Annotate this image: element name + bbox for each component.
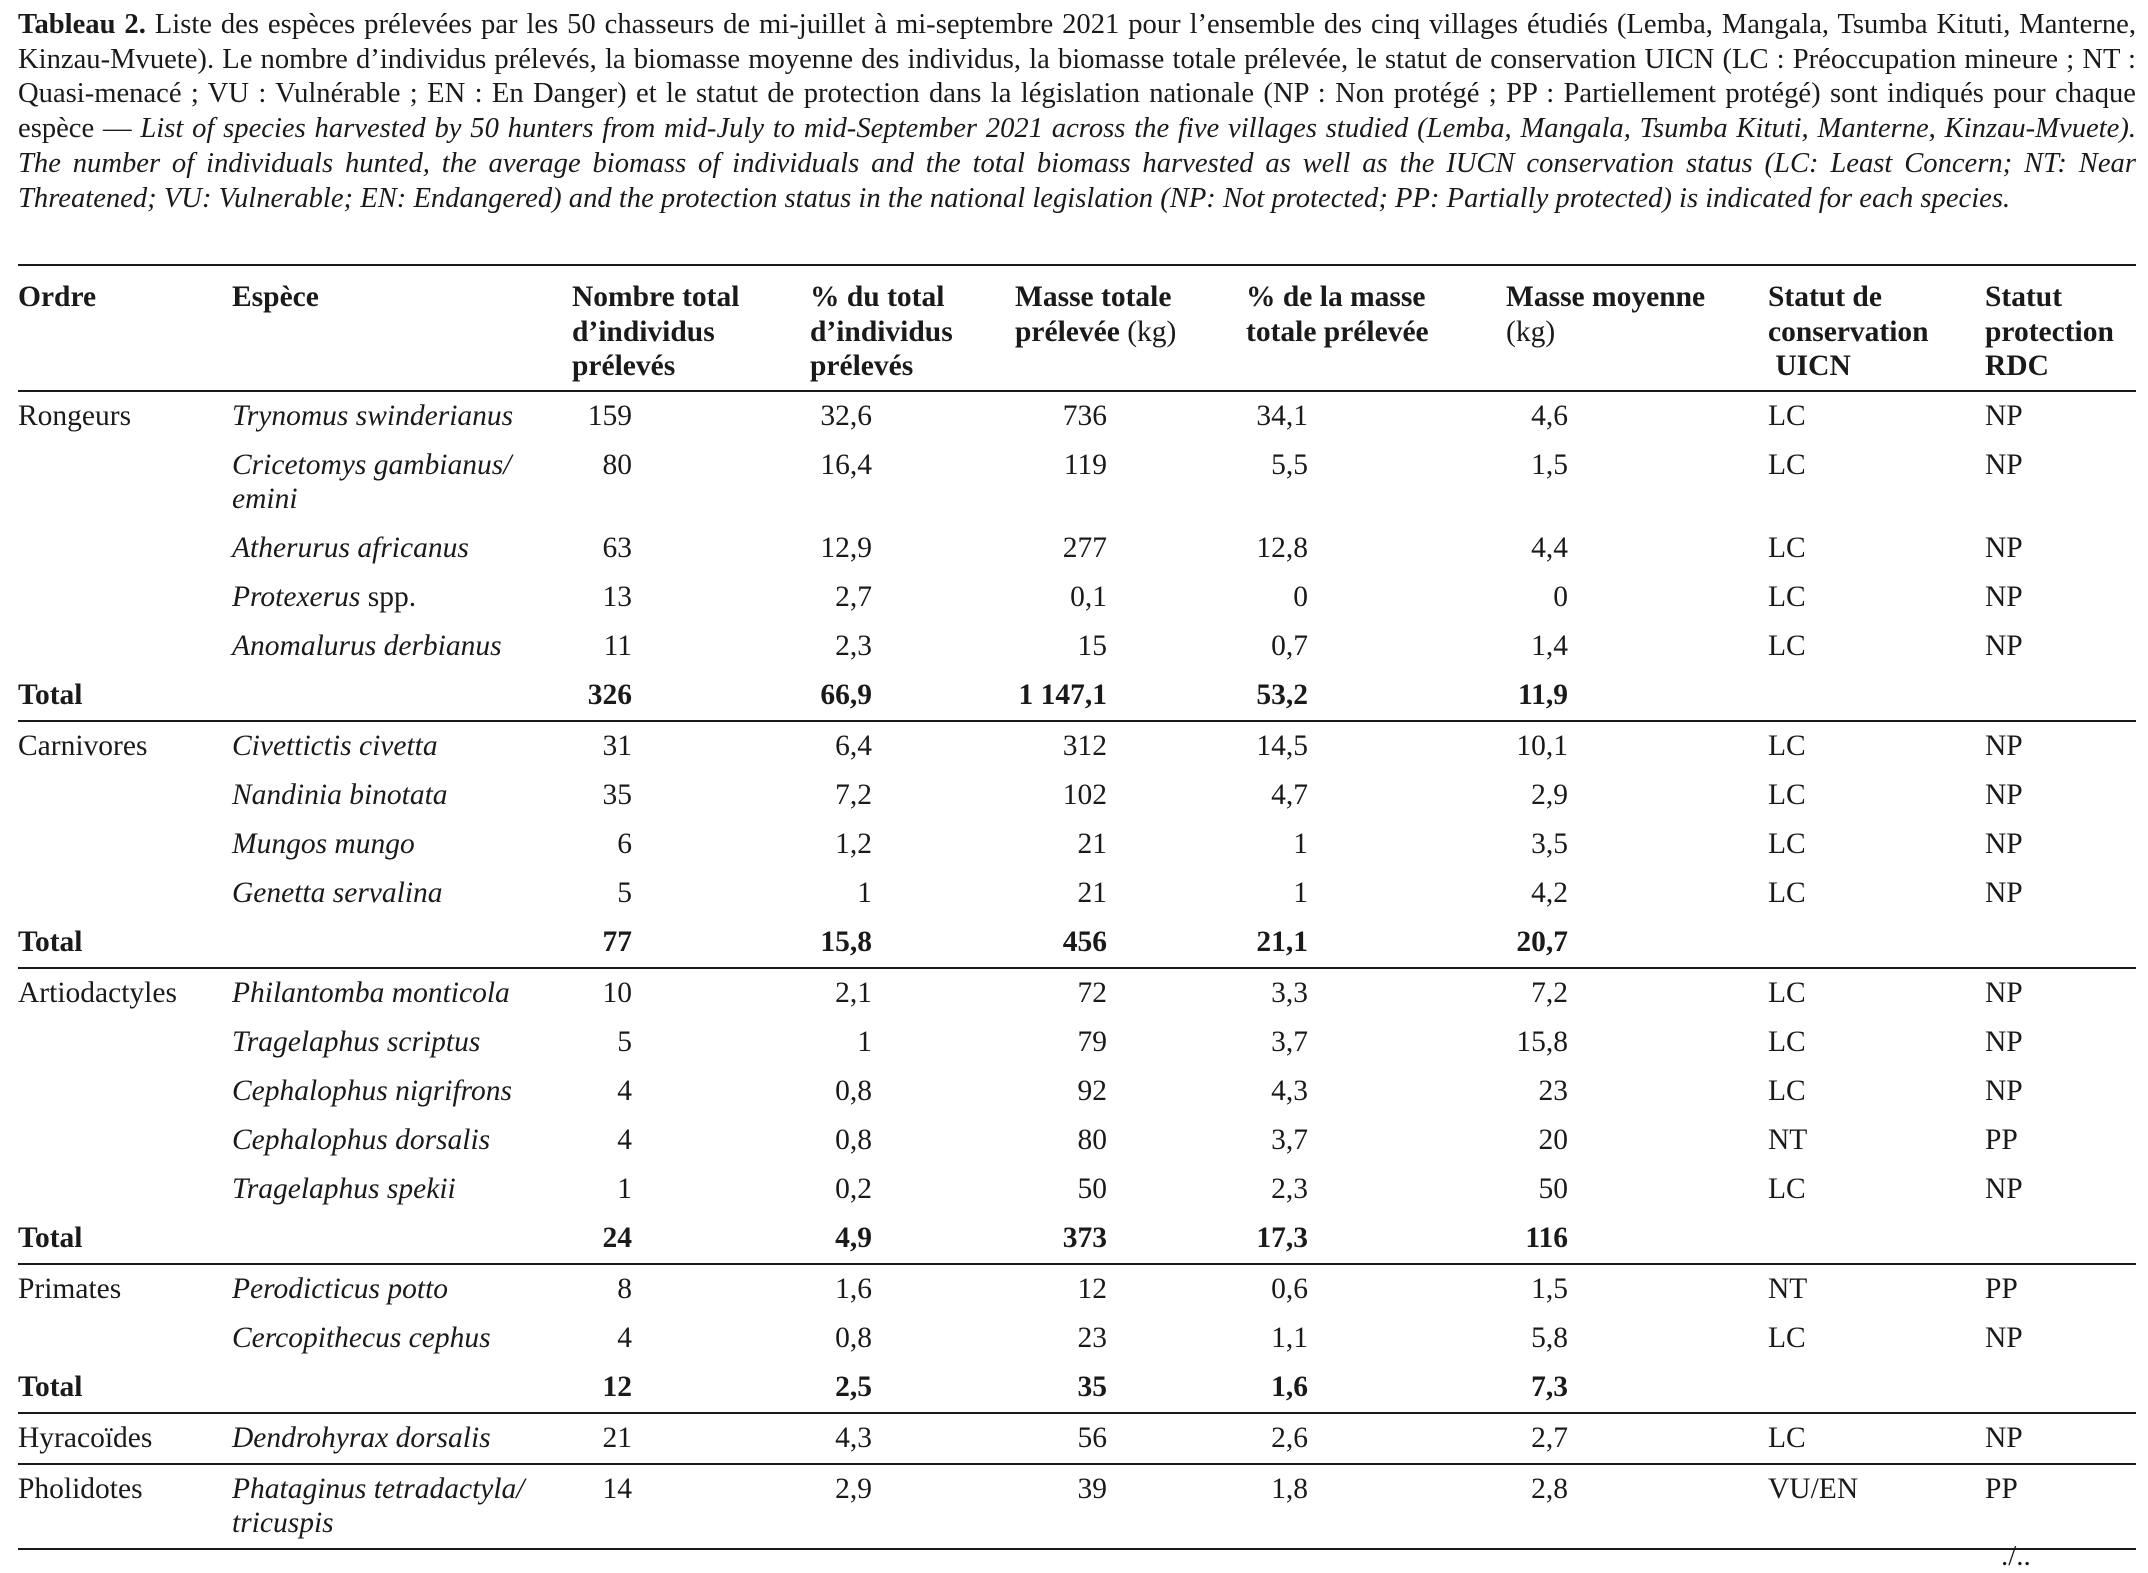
cell-ordre: Total	[18, 1221, 83, 1254]
cell-n: 5	[617, 1025, 632, 1058]
cell-ordre: Total	[18, 925, 83, 958]
cell-moy: 2,8	[1506, 1464, 1768, 1549]
cell-rdc	[1985, 918, 2136, 968]
cell-masse: 50	[1077, 1172, 1107, 1205]
cell-pct-n: 2,3	[835, 629, 872, 662]
cell-rdc: NP	[1985, 968, 2136, 1018]
cell-pct-m: 1	[1293, 827, 1308, 860]
cell-moy: 116	[1525, 1221, 1568, 1254]
cell-pct-m: 14,5	[1246, 721, 1506, 771]
cell-rdc: NP	[1985, 1172, 2023, 1205]
cell-pct-m: 12,8	[1256, 531, 1308, 564]
cell-ordre: Pholidotes	[18, 1464, 232, 1549]
cell-n: 4	[617, 1074, 632, 1107]
table-row	[18, 1464, 2136, 1549]
table-row	[18, 771, 2136, 820]
table-row	[18, 524, 2136, 573]
cell-pct-n: 2,7	[835, 580, 872, 613]
species-name: Phataginus tetradactyla/	[232, 1472, 525, 1505]
total-row	[18, 1214, 2136, 1264]
table-row	[18, 820, 2136, 869]
cell-espece	[232, 1413, 572, 1464]
cell-pct-n: 16,4	[820, 448, 872, 481]
cell-espece	[232, 771, 572, 820]
cell-pct-n: 0,8	[835, 1321, 872, 1354]
cell-uicn: LC	[1768, 391, 1985, 441]
cell-uicn	[1768, 1214, 1985, 1264]
cell-moy: 4,4	[1531, 531, 1568, 564]
cell-rdc: NP	[1985, 876, 2023, 909]
cell-uicn: LC	[1768, 629, 1806, 662]
cell-uicn: LC	[1768, 1025, 1806, 1058]
cell-rdc: NP	[1985, 448, 2023, 481]
total-row	[18, 671, 2136, 721]
cell-espece	[232, 573, 572, 622]
species-name: Anomalurus derbianus	[232, 629, 502, 662]
table-row	[18, 1165, 2136, 1214]
cell-rdc: NP	[1985, 391, 2136, 441]
cell-pct-n: 2,9	[810, 1464, 1015, 1549]
cell-moy: 4,2	[1531, 876, 1568, 909]
cell-rdc: NP	[1985, 1025, 2023, 1058]
cell-masse: 92	[1077, 1074, 1107, 1107]
cell-uicn: LC	[1768, 1172, 1806, 1205]
cell-uicn: LC	[1768, 778, 1806, 811]
cell-espece	[232, 1018, 572, 1067]
cell-masse: 21	[1077, 876, 1107, 909]
cell-pct-m: 4,7	[1271, 778, 1308, 811]
cell-ordre: Rongeurs	[18, 391, 232, 441]
cell-masse: 312	[1015, 721, 1246, 771]
cell-pct-n: 12,9	[820, 531, 872, 564]
cell-moy: 5,8	[1531, 1321, 1568, 1354]
cell-espece	[232, 968, 572, 1018]
cell-n: 35	[602, 778, 632, 811]
cell-pct-m: 53,2	[1256, 678, 1308, 711]
cell-espece	[232, 1264, 572, 1314]
cell-uicn: NT	[1768, 1123, 1808, 1156]
cell-ordre: Total	[18, 678, 83, 711]
cell-masse: 0,1	[1070, 580, 1107, 613]
cell-ordre	[18, 1116, 232, 1165]
species-name: Cephalophus dorsalis	[232, 1123, 491, 1156]
cell-pct-n: 15,8	[820, 925, 872, 958]
species-name: Tragelaphus scriptus	[232, 1025, 481, 1058]
cell-ordre	[18, 820, 232, 869]
cell-moy: 11,9	[1518, 678, 1568, 711]
cell-masse: 35	[1077, 1370, 1107, 1403]
species-name: Mungos mungo	[232, 827, 415, 860]
cell-masse: 21	[1077, 827, 1107, 860]
species-name: Philantomba monticola	[232, 976, 510, 1009]
cell-rdc: NP	[1985, 721, 2136, 771]
cell-masse: 119	[1063, 448, 1107, 481]
cell-pct-m: 21,1	[1256, 925, 1308, 958]
cell-ordre	[18, 771, 232, 820]
cell-ordre	[18, 441, 232, 524]
cell-ordre: Carnivores	[18, 721, 232, 771]
cell-pct-n: 1,6	[810, 1264, 1015, 1314]
cell-rdc: NP	[1985, 580, 2023, 613]
header-pct-masse: % de la masse totale prélevée	[1246, 265, 1506, 391]
table-row	[18, 1413, 2136, 1464]
cell-masse: 39	[1015, 1464, 1246, 1549]
cell-moy: 7,3	[1531, 1370, 1568, 1403]
species-table	[18, 264, 2136, 1550]
cell-pct-n: 0,2	[835, 1172, 872, 1205]
table-header-row	[18, 265, 2136, 391]
cell-pct-m: 4,3	[1271, 1074, 1308, 1107]
cell-pct-n: 1	[857, 1025, 872, 1058]
caption-french-text: Liste des espèces prélevées par les 50 chasseurs de mi-juillet à mi-septembre 2021 pour l’ensemble des cinq villages étudiés (Lemba, Mangala, Tsumba Kituti, Manterne, Kinzau-Mvuete). Le nombre d’individus prélevés, la biomasse moyenne des individus, la biomasse totale prélevée, le statut de conservation UICN (LC : Préoccupation mineure ; NT : Quasi-menacé ; VU : Vulnérable ; EN : En Danger) et le statut de protection dans la législation nationale (NP : Non protégé ; PP : Partiellement protégé) sont indiqués pour chaque espèce —	[18, 9, 2136, 145]
cell-rdc: NP	[1985, 1074, 2023, 1107]
cell-uicn: LC	[1768, 876, 1806, 909]
cell-uicn: LC	[1768, 827, 1806, 860]
cell-rdc: PP	[1985, 1464, 2136, 1549]
cell-uicn: LC	[1768, 721, 1985, 771]
cell-n: 1	[617, 1172, 632, 1205]
cell-uicn: LC	[1768, 968, 1985, 1018]
species-name: Dendrohyrax dorsalis	[232, 1421, 491, 1454]
cell-rdc	[1985, 671, 2136, 721]
cell-moy: 7,2	[1506, 968, 1768, 1018]
header-statut-uicn: Statut de conservation UICN	[1768, 265, 1985, 391]
cell-espece	[232, 391, 572, 441]
cell-uicn	[1768, 918, 1985, 968]
cell-espece	[232, 1214, 572, 1264]
cell-masse: 23	[1077, 1321, 1107, 1354]
header-statut-rdc: Statut protection RDC	[1985, 265, 2136, 391]
cell-moy: 23	[1538, 1074, 1568, 1107]
cell-pct-n: 7,2	[835, 778, 872, 811]
cell-moy: 20	[1538, 1123, 1568, 1156]
cell-pct-m: 3,7	[1271, 1025, 1308, 1058]
cell-pct-m: 0	[1293, 580, 1308, 613]
cell-pct-m: 3,7	[1271, 1123, 1308, 1156]
cell-moy: 4,6	[1506, 391, 1768, 441]
table-page	[18, 8, 2136, 1572]
cell-masse: 12	[1015, 1264, 1246, 1314]
cell-moy: 1,5	[1531, 448, 1568, 481]
species-name: Protexerus	[232, 580, 361, 613]
cell-espece	[232, 441, 572, 524]
table-row	[18, 391, 2136, 441]
cell-pct-m: 1,6	[1271, 1370, 1308, 1403]
continuation-mark: ./..	[2001, 1540, 2031, 1572]
table-row	[18, 721, 2136, 771]
cell-espece	[232, 1165, 572, 1214]
cell-pct-n: 0,8	[835, 1123, 872, 1156]
table-body	[18, 391, 2136, 1549]
cell-n: 24	[602, 1221, 632, 1254]
cell-uicn: LC	[1768, 531, 1806, 564]
cell-pct-m: 0,6	[1246, 1264, 1506, 1314]
header-masse-moyenne: Masse moyenne (kg)	[1506, 265, 1768, 391]
cell-moy: 20,7	[1516, 925, 1568, 958]
table-row	[18, 1116, 2136, 1165]
cell-masse: 736	[1015, 391, 1246, 441]
cell-n: 31	[572, 721, 810, 771]
cell-moy: 1,4	[1531, 629, 1568, 662]
cell-espece	[232, 721, 572, 771]
cell-pct-m: 1	[1293, 876, 1308, 909]
cell-n: 159	[572, 391, 810, 441]
cell-espece	[232, 820, 572, 869]
table-row	[18, 573, 2136, 622]
cell-ordre: Artiodactyles	[18, 968, 232, 1018]
species-name: Nandinia binotata	[232, 778, 448, 811]
cell-pct-m: 1,1	[1271, 1321, 1308, 1354]
cell-moy: 15,8	[1516, 1025, 1568, 1058]
table-row	[18, 968, 2136, 1018]
species-name: Cercopithecus cephus	[232, 1321, 491, 1354]
cell-pct-n: 32,6	[810, 391, 1015, 441]
cell-ordre	[18, 1018, 232, 1067]
species-name: Civettictis civetta	[232, 729, 438, 762]
cell-rdc: NP	[1985, 629, 2023, 662]
header-nombre: Nombre total d’individus prélevés	[572, 265, 810, 391]
cell-masse: 15	[1077, 629, 1107, 662]
table-row	[18, 1264, 2136, 1314]
cell-espece	[232, 1067, 572, 1116]
cell-n: 6	[617, 827, 632, 860]
cell-n: 14	[572, 1464, 810, 1549]
cell-masse: 79	[1077, 1025, 1107, 1058]
cell-rdc	[1985, 1363, 2136, 1413]
species-name: Cephalophus nigrifrons	[232, 1074, 513, 1107]
cell-n: 10	[572, 968, 810, 1018]
cell-rdc: NP	[1985, 827, 2023, 860]
cell-espece	[232, 1363, 572, 1413]
cell-ordre	[18, 1165, 232, 1214]
cell-ordre: Primates	[18, 1264, 232, 1314]
cell-uicn: VU/EN	[1768, 1464, 1985, 1549]
cell-pct-n: 66,9	[820, 678, 872, 711]
table-row	[18, 622, 2136, 671]
caption-label: Tableau 2.	[18, 9, 146, 40]
cell-n: 80	[602, 448, 632, 481]
cell-ordre	[18, 573, 232, 622]
cell-rdc: NP	[1985, 1321, 2023, 1354]
cell-moy: 3,5	[1531, 827, 1568, 860]
cell-pct-n: 4,9	[835, 1221, 872, 1254]
cell-rdc: NP	[1985, 1413, 2136, 1464]
cell-pct-n: 1,2	[835, 827, 872, 860]
cell-uicn: LC	[1768, 1321, 1806, 1354]
cell-pct-m: 34,1	[1246, 391, 1506, 441]
cell-masse: 102	[1062, 778, 1107, 811]
cell-moy: 0	[1553, 580, 1568, 613]
cell-espece	[232, 524, 572, 573]
table-caption	[18, 8, 2136, 216]
species-name: Perodicticus potto	[232, 1272, 449, 1305]
cell-n: 8	[572, 1264, 810, 1314]
cell-pct-m: 2,6	[1246, 1413, 1506, 1464]
cell-pct-n: 0,8	[835, 1074, 872, 1107]
cell-espece	[232, 1314, 572, 1363]
total-row	[18, 1363, 2136, 1413]
cell-moy: 2,9	[1531, 778, 1568, 811]
cell-masse: 456	[1062, 925, 1107, 958]
cell-n: 21	[572, 1413, 810, 1464]
cell-moy: 10,1	[1506, 721, 1768, 771]
cell-pct-n: 6,4	[810, 721, 1015, 771]
cell-masse: 373	[1062, 1221, 1107, 1254]
cell-pct-n: 2,5	[835, 1370, 872, 1403]
cell-espece	[232, 671, 572, 721]
cell-n: 77	[602, 925, 632, 958]
cell-n: 63	[602, 531, 632, 564]
cell-moy: 1,5	[1506, 1264, 1768, 1314]
cell-masse: 277	[1062, 531, 1107, 564]
species-name-continued: tricuspis	[232, 1507, 334, 1539]
cell-n: 12	[602, 1370, 632, 1403]
cell-uicn	[1768, 671, 1985, 721]
cell-pct-m: 0,7	[1271, 629, 1308, 662]
cell-pct-m: 5,5	[1271, 448, 1308, 481]
cell-ordre	[18, 1067, 232, 1116]
cell-n: 4	[617, 1321, 632, 1354]
cell-espece	[232, 1464, 572, 1549]
cell-masse: 1 147,1	[1018, 678, 1107, 711]
cell-espece	[232, 622, 572, 671]
cell-n: 4	[617, 1123, 632, 1156]
species-suffix: spp.	[360, 580, 417, 613]
cell-ordre	[18, 622, 232, 671]
cell-espece	[232, 918, 572, 968]
cell-pct-n: 4,3	[810, 1413, 1015, 1464]
cell-uicn: LC	[1768, 1413, 1985, 1464]
cell-espece	[232, 1116, 572, 1165]
cell-masse: 56	[1015, 1413, 1246, 1464]
cell-uicn: LC	[1768, 580, 1806, 613]
cell-pct-m: 1,8	[1246, 1464, 1506, 1549]
cell-n: 5	[617, 876, 632, 909]
cell-moy: 50	[1538, 1172, 1568, 1205]
cell-uicn	[1768, 1363, 1985, 1413]
cell-rdc: NP	[1985, 531, 2023, 564]
species-name: Tragelaphus spekii	[232, 1172, 456, 1205]
cell-pct-m: 3,3	[1246, 968, 1506, 1018]
cell-ordre	[18, 1314, 232, 1363]
cell-rdc: NP	[1985, 778, 2023, 811]
cell-masse: 72	[1015, 968, 1246, 1018]
caption-english-text: List of species harvested by 50 hunters from mid-July to mid-September 2021 across the five villages studied (Lemba, Mangala, Tsumba Kituti, Manterne, Kinzau-Mvuete). The number of individuals hunted, the average biomass of individuals and the total biomass harvested as well as the IUCN conservation status (LC: Least Concern; NT: Near Threatened; VU: Vulnerable; EN: Endangered) and the protection status in the national legislation (NP: Not protected; PP: Partially protected) is indicated for each species.	[18, 113, 2136, 214]
cell-pct-m: 17,3	[1256, 1221, 1308, 1254]
table-row	[18, 1018, 2136, 1067]
cell-rdc	[1985, 1214, 2136, 1264]
species-name: Genetta servalina	[232, 876, 443, 909]
species-name: Trynomus swinderianus	[232, 399, 514, 432]
cell-masse: 80	[1077, 1123, 1107, 1156]
header-ordre: Ordre	[18, 265, 232, 391]
cell-rdc: PP	[1985, 1123, 2018, 1156]
cell-uicn: NT	[1768, 1264, 1985, 1314]
table-row	[18, 1314, 2136, 1363]
cell-uicn: LC	[1768, 448, 1806, 481]
header-pct-individus: % du total d’individus prélevés	[810, 265, 1015, 391]
cell-uicn: LC	[1768, 1074, 1806, 1107]
species-name: Cricetomys gambianus/	[232, 448, 512, 481]
cell-n: 13	[602, 580, 632, 613]
cell-ordre: Total	[18, 1370, 83, 1403]
cell-n: 11	[603, 629, 632, 662]
cell-rdc: PP	[1985, 1264, 2136, 1314]
species-name: Atherurus africanus	[232, 531, 469, 564]
table-row	[18, 1067, 2136, 1116]
cell-pct-n: 1	[857, 876, 872, 909]
cell-moy: 2,7	[1506, 1413, 1768, 1464]
table-row	[18, 869, 2136, 918]
cell-pct-n: 2,1	[810, 968, 1015, 1018]
header-masse-totale: Masse totale prélevée (kg)	[1015, 265, 1246, 391]
cell-ordre: Hyracoïdes	[18, 1413, 232, 1464]
species-name-continued: emini	[232, 483, 298, 515]
total-row	[18, 918, 2136, 968]
cell-ordre	[18, 869, 232, 918]
cell-n: 326	[587, 678, 632, 711]
cell-espece	[232, 869, 572, 918]
table-row	[18, 441, 2136, 524]
cell-pct-m: 2,3	[1271, 1172, 1308, 1205]
header-espece: Espèce	[232, 265, 572, 391]
cell-ordre	[18, 524, 232, 573]
